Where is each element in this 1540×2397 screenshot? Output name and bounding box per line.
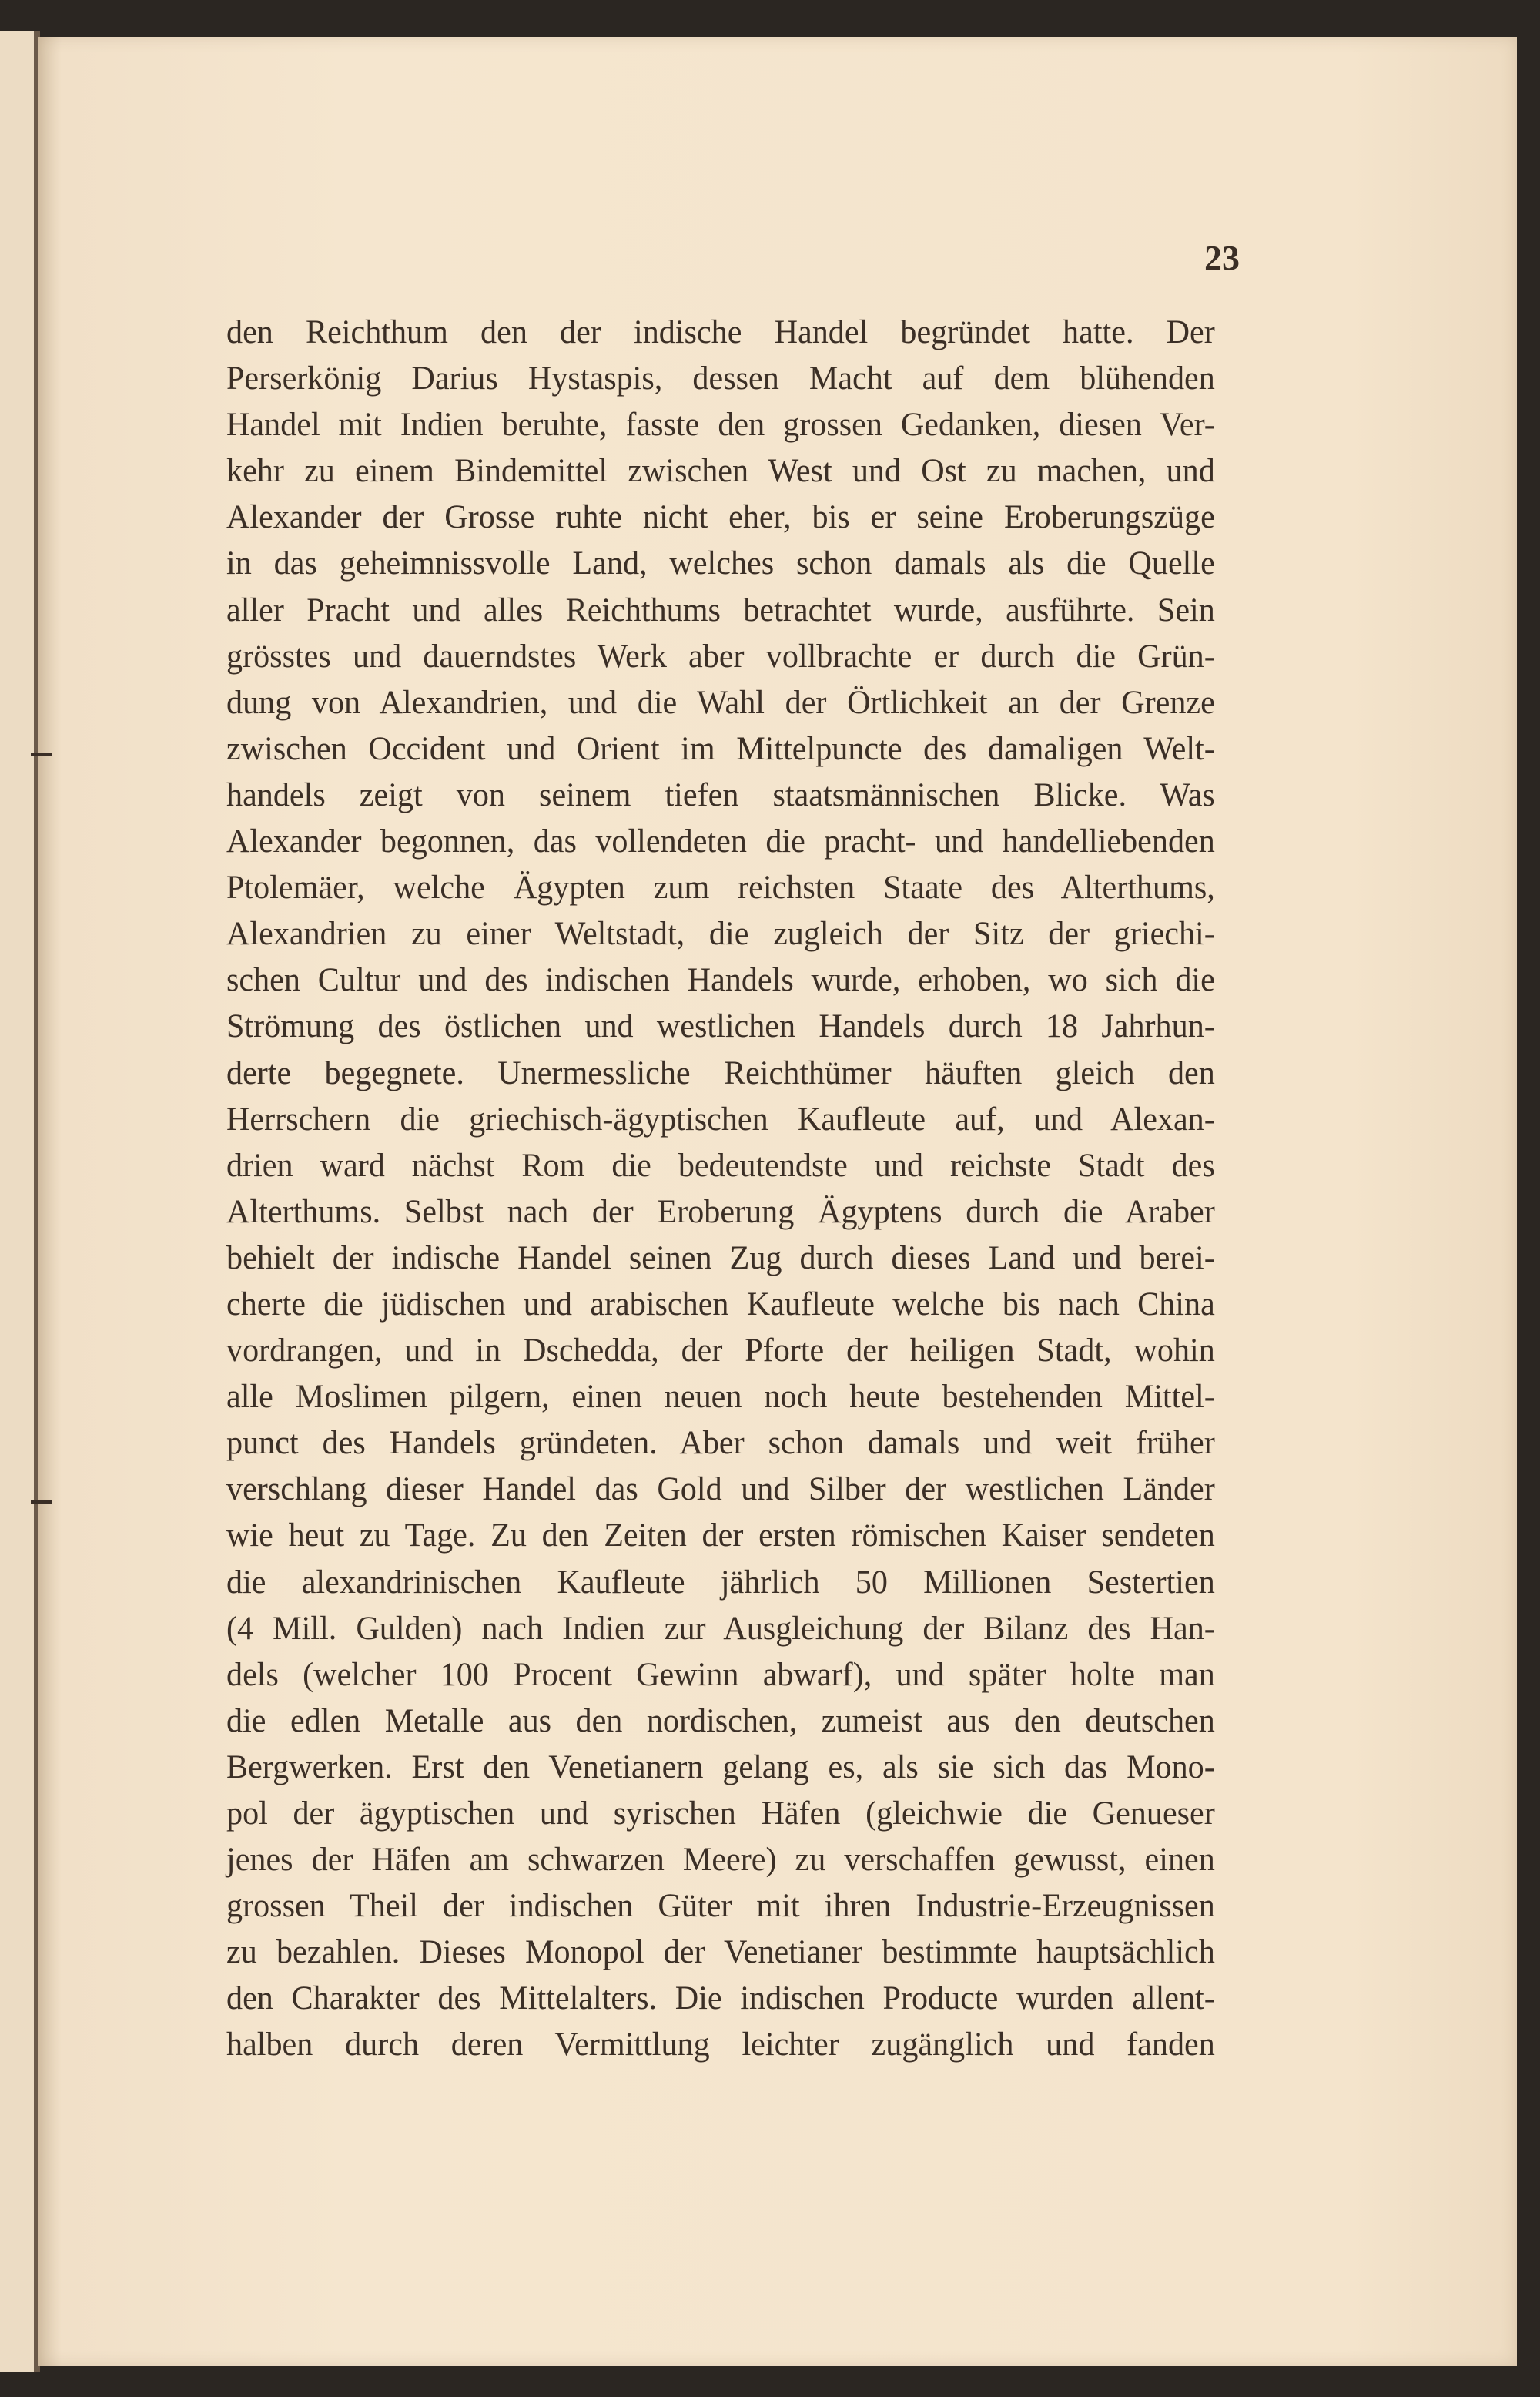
text-line-content: grossen Theil der indischen Güter mit ihren Industrie-Erzeugnissen: [226, 1888, 1215, 1925]
text-line: [226, 1791, 1215, 1837]
text-line: [226, 2022, 1215, 2068]
text-line-content: Bergwerken. Erst den Venetianern gelang es, als sie sich das Mono-: [226, 1748, 1215, 1785]
margin-mark: [31, 753, 52, 756]
text-line: [226, 494, 1215, 541]
text-line-content: drien ward nächst Rom die bedeutendste und reichste Stadt des: [226, 1147, 1215, 1184]
text-line-content: zwischen Occident und Orient im Mittelpuncte des damaligen Welt-: [226, 730, 1215, 767]
text-line-content: Alexander der Grosse ruhte nicht eher, bis er seine Eroberungszüge: [226, 499, 1215, 536]
text-line: [226, 773, 1215, 819]
text-line-content: den Reichthum den der indische Handel begründet hatte. Der: [226, 314, 1215, 350]
text-line-content: cherte die jüdischen und arabischen Kaufleute welche bis nach China: [226, 1286, 1215, 1323]
text-line-content: Alexander begonnen, das vollendeten die pracht- und handelliebenden: [226, 823, 1215, 860]
text-line: [226, 957, 1215, 1004]
text-line: [226, 634, 1215, 680]
text-line: [226, 1051, 1215, 1097]
text-line-content: wie heut zu Tage. Zu den Zeiten der ersten römischen Kaiser sendeten: [226, 1517, 1215, 1554]
text-line-content: kehr zu einem Bindemittel zwischen West und Ost zu machen, und: [226, 453, 1215, 490]
text-line-content: handels zeigt von seinem tiefen staatsmännischen Blicke. Was: [226, 776, 1215, 813]
text-line: [226, 1606, 1215, 1652]
text-line: [226, 1929, 1215, 1976]
text-line: [226, 588, 1215, 634]
text-line-content: in das geheimnissvolle Land, welches schon damals als die Quelle: [226, 545, 1215, 582]
text-line: [226, 819, 1215, 865]
margin-mark: [31, 1500, 52, 1504]
text-line: [226, 680, 1215, 726]
text-line-content: aller Pracht und alles Reichthums betrachtet wurde, ausführte. Sein: [226, 592, 1215, 629]
text-line: [226, 1282, 1215, 1328]
text-line: [226, 1004, 1215, 1050]
text-line: [226, 1513, 1215, 1559]
text-line: [226, 1698, 1215, 1745]
text-line-content: grösstes und dauerndstes Werk aber vollbrachte er durch die Grün-: [226, 638, 1215, 675]
text-line: [226, 310, 1215, 356]
text-line-content: schen Cultur und des indischen Handels wurde, erhoben, wo sich die: [226, 962, 1215, 999]
text-line: [226, 726, 1215, 773]
text-line: [226, 448, 1215, 494]
text-line-content: pol der ägyptischen und syrischen Häfen (gleichwie die Genueser: [226, 1795, 1215, 1832]
text-line: [226, 1560, 1215, 1606]
text-line: [226, 1976, 1215, 2022]
text-line: [226, 911, 1215, 957]
text-line-content: halben durch deren Vermittlung leichter zugänglich und fanden: [226, 2027, 1215, 2063]
text-line-content: Strömung des östlichen und westlichen Handels durch 18 Jahrhun-: [226, 1008, 1215, 1045]
text-line-content: dung von Alexandrien, und die Wahl der Örtlichkeit an der Grenze: [226, 684, 1215, 721]
text-line-content: vordrangen, und in Dschedda, der Pforte der heiligen Stadt, wohin: [226, 1333, 1215, 1369]
text-line-content: alle Moslimen pilgern, einen neuen noch heute bestehenden Mittel-: [226, 1379, 1215, 1416]
text-line: [226, 1143, 1215, 1189]
text-line-content: verschlang dieser Handel das Gold und Silber der westlichen Länder: [226, 1471, 1215, 1508]
text-line: [226, 1467, 1215, 1513]
text-line: [226, 1097, 1215, 1143]
text-line-content: Alterthums. Selbst nach der Eroberung Ägyptens durch die Araber: [226, 1193, 1215, 1230]
text-line-content: derte begegnete. Unermessliche Reichthümer häuften gleich den: [226, 1054, 1215, 1091]
text-line-content: jenes der Häfen am schwarzen Meere) zu verschaffen gewusst, einen: [226, 1842, 1215, 1879]
text-line: [226, 1374, 1215, 1420]
text-line: [226, 1420, 1215, 1467]
text-line-content: zu bezahlen. Dieses Monopol der Venetianer bestimmte hauptsächlich: [226, 1934, 1215, 1971]
text-line: [226, 1883, 1215, 1929]
text-line: [226, 1837, 1215, 1883]
text-line-content: Herrschern die griechisch-ägyptischen Kaufleute auf, und Alexan-: [226, 1101, 1215, 1138]
text-line: [226, 1328, 1215, 1374]
text-line-content: Perserkönig Darius Hystaspis, dessen Macht auf dem blühenden: [226, 360, 1215, 397]
text-line: [226, 865, 1215, 911]
text-line: [226, 1189, 1215, 1235]
text-line: [226, 356, 1215, 402]
text-line: [226, 1745, 1215, 1791]
text-line-content: behielt der indische Handel seinen Zug durch dieses Land und berei-: [226, 1239, 1215, 1276]
text-line-content: Handel mit Indien beruhte, fasste den grossen Gedanken, diesen Ver-: [226, 407, 1215, 444]
previous-page-edge: [0, 31, 38, 2372]
text-line-content: Ptolemäer, welche Ägypten zum reichsten Staate des Alterthums,: [226, 870, 1215, 907]
text-line-content: dels (welcher 100 Procent Gewinn abwarf), und später holte man: [226, 1656, 1215, 1693]
body-text: [226, 310, 1235, 2069]
text-line-content: Alexandrien zu einer Weltstadt, die zugleich der Sitz der griechi-: [226, 916, 1215, 953]
text-line-content: den Charakter des Mittelalters. Die indischen Producte wurden allent-: [226, 1980, 1215, 2017]
text-line-content: die edlen Metalle aus den nordischen, zumeist aus den deutschen: [226, 1702, 1215, 1739]
text-line-content: punct des Handels gründeten. Aber schon damals und weit früher: [226, 1425, 1215, 1462]
text-line-content: die alexandrinischen Kaufleute jährlich 50 Millionen Sestertien: [226, 1564, 1215, 1601]
text-line-content: (4 Mill. Gulden) nach Indien zur Ausgleichung der Bilanz des Han-: [226, 1610, 1215, 1647]
page-number: 23: [1204, 238, 1240, 277]
text-line: [226, 1652, 1215, 1698]
text-line: [226, 1235, 1215, 1282]
text-line: [226, 541, 1215, 587]
text-line: [226, 402, 1215, 448]
